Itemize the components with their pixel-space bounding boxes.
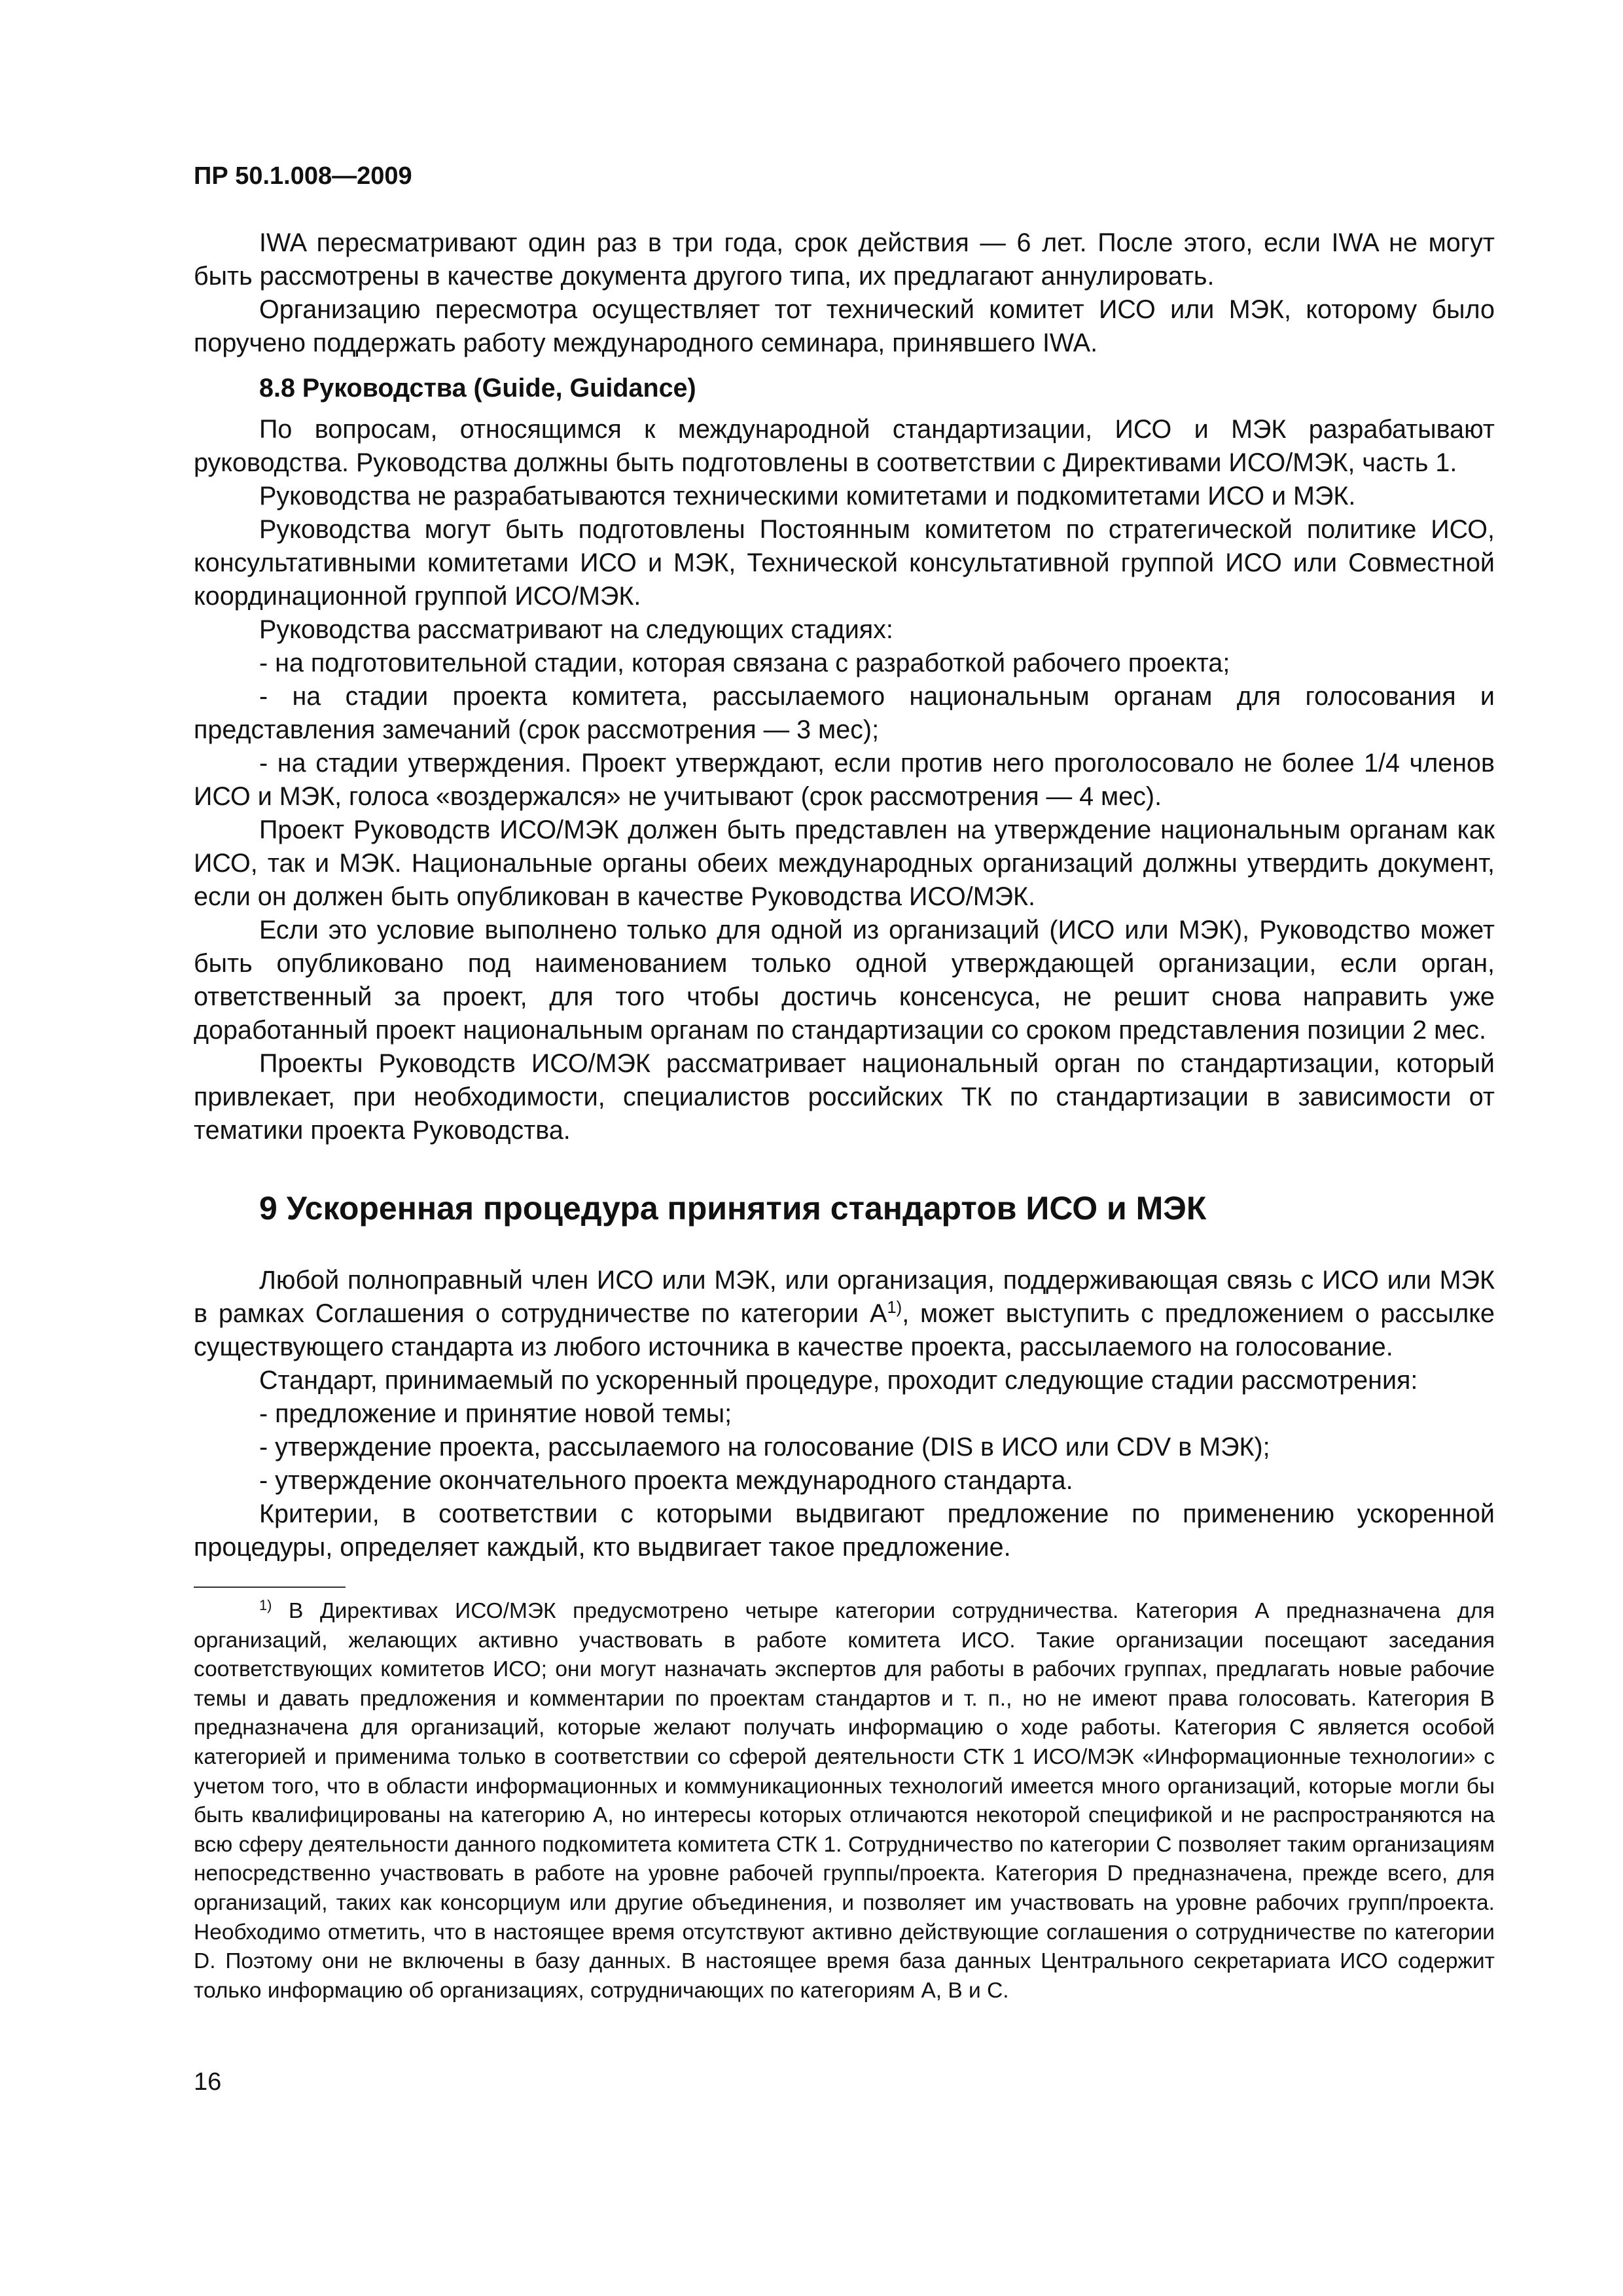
paragraph-text: , может выступить с предложением о рассылке существующего стандарта из любого источника в качестве проекта, рассылаемого на голосование.	[194, 1299, 1495, 1361]
list-item: - на подготовительной стадии, которая связана с разработкой рабочего проекта;	[259, 649, 1230, 677]
paragraph: Проект Руководств ИСО/МЭК должен быть представлен на утверждение национальным органам как ИСО, так и МЭК. Национальные органы обеих международных организаций должны утвердить документ, если он должен быть опубликован в качестве Руководства ИСО/МЭК.	[194, 816, 1495, 911]
main-text	[194, 226, 1495, 1564]
paragraph: IWA пересматривают один раз в три года, срок действия — 6 лет. После этого, если IWA не могут быть рассмотрены в качестве документа другого типа, их предлагают аннулировать.	[194, 228, 1495, 291]
list-item: - утверждение проекта, рассылаемого на голосование (DIS в ИСО или CDV в МЭК);	[259, 1433, 1270, 1462]
footnote-reference: 1)	[887, 1298, 902, 1317]
section-8-8-heading: 8.8 Руководства (Guide, Guidance)	[259, 374, 696, 403]
footnote-divider	[194, 1587, 346, 1588]
paragraph: Критерии, в соответствии с которыми выдвигают предложение по применению ускоренной процедуры, определяет каждый, кто выдвигает такое предложение.	[194, 1499, 1495, 1562]
paragraph: Руководства не разрабатываются техническими комитетами и подкомитетами ИСО и МЭК.	[259, 482, 1356, 511]
footnote	[194, 1597, 1495, 2005]
footnote-paragraph	[194, 1597, 1495, 2005]
paragraph: Руководства могут быть подготовлены Постоянным комитетом по стратегической политике ИСО, консультативными комитетами ИСО и МЭК, Технической консультативной группой ИСО или Совместной координационной группой ИСО/МЭК.	[194, 515, 1495, 611]
paragraph: Проекты Руководств ИСО/МЭК рассматривает национальный орган по стандартизации, который привлекает, при необходимости, специалистов российских ТК по стандартизации в зависимости от тематики проекта Руководства.	[194, 1049, 1495, 1145]
section-9-heading: 9 Ускоренная процедура принятия стандартов ИСО и МЭК	[259, 1190, 1207, 1227]
paragraph: По вопросам, относящимся к международной стандартизации, ИСО и МЭК разрабатывают руководства. Руководства должны быть подготовлены в соответствии с Директивами ИСО/МЭК, часть 1.	[194, 415, 1495, 477]
footnote-text: В Директивах ИСО/МЭК предусмотрено четыре категории сотрудничества. Категория А предназначена для организаций, желающих активно участвовать в работе комитета ИСО. Такие организации посещают заседания соответствующих комитетов ИСО; они могут назначать экспертов для работы в рабочих группах, предлагать новые рабочие темы и давать предложения и комментарии по проектам стандартов и т. п., но не имеют права голосовать. Категория В предназначена для организаций, которые желают получать информацию о ходе работы. Категория С является особой категорией и применима только в соответствии со сферой деятельности СТК 1 ИСО/МЭК «Информационные технологии» с учетом того, что в области информационных и коммуникационных технологий имеется много организаций, которые могли бы быть квалифицированы на категорию А, но интересы которых отличаются некоторой спецификой и не распространяются на всю сферу деятельности данного подкомитета комитета СТК 1. Сотрудничество по категории С позволяет таким организациям непосредственно участвовать в работе на уровне рабочей группы/проекта. Категория D предназначена, прежде всего, для организаций, таких как консорциум или другие объединения, и позволяет им участвовать на уровне рабочих групп/проекта. Необходимо отметить, что в настоящее время отсутствуют активно действующие соглашения о сотрудничестве по категории D. Поэтому они не включены в базу данных. В настоящее время база данных Центрального секретариата ИСО содержит только информацию об организациях, сотрудничающих по категориям А, В и С.	[194, 1599, 1495, 2003]
paragraph: Организацию пересмотра осуществляет тот технический комитет ИСО или МЭК, которому было поручено поддержать работу международного семинара, принявшего IWA.	[194, 295, 1495, 357]
page-number: 16	[194, 2068, 222, 2096]
paragraph	[194, 1264, 1495, 1364]
list-item: - на стадии утверждения. Проект утверждают, если против него проголосовало не более 1/4 членов ИСО и МЭК, голоса «воздержался» не учитывают (срок рассмотрения — 4 мес).	[194, 749, 1495, 811]
paragraph: Стандарт, принимаемый по ускоренный процедуре, проходит следующие стадии рассмотрения:	[259, 1366, 1418, 1395]
list-item: - предложение и принятие новой темы;	[259, 1399, 732, 1428]
list-item: - утверждение окончательного проекта международного стандарта.	[259, 1466, 1073, 1495]
paragraph: Руководства рассматривают на следующих стадиях:	[259, 615, 893, 644]
document-code: ПР 50.1.008—2009	[194, 162, 412, 190]
footnote-marker: 1)	[259, 1597, 272, 1614]
list-item: - на стадии проекта комитета, рассылаемого национальным органам для голосования и представления замечаний (срок рассмотрения — 3 мес);	[194, 682, 1495, 744]
paragraph-text: Любой полноправный член ИСО или МЭК, или организация, поддерживающая связь с ИСО или МЭК в рамках Соглашения о сотрудничестве по категории А	[194, 1266, 1495, 1328]
paragraph: Если это условие выполнено только для одной из организаций (ИСО или МЭК), Руководство может быть опубликовано под наименованием только одной утверждающей организации, если орган, ответственный за проект, для того чтобы достичь консенсуса, не решит снова направить уже доработанный проект национальным органам по стандартизации со сроком представления позиции 2 мес.	[194, 916, 1495, 1045]
